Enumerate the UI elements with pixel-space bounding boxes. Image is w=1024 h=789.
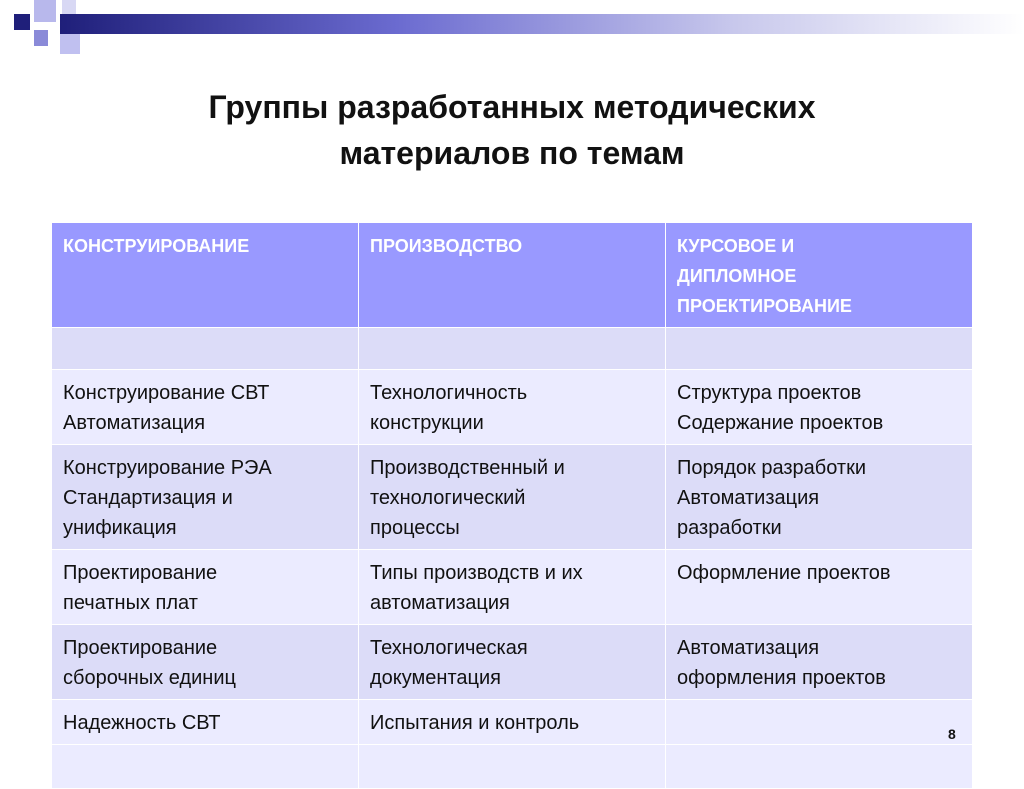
page-title bbox=[60, 84, 964, 176]
table-cell: Проектирование сборочных единиц bbox=[52, 625, 359, 700]
table-row-empty bbox=[52, 745, 973, 789]
table-cell: Испытания и контроль bbox=[359, 700, 666, 745]
deco-square-3 bbox=[62, 0, 76, 14]
table-cell: Технологическая документация bbox=[359, 625, 666, 700]
table-row-empty bbox=[52, 328, 973, 370]
table-cell: Автоматизация оформления проектов bbox=[666, 625, 973, 700]
deco-square-1 bbox=[14, 14, 30, 30]
table-row bbox=[52, 550, 973, 625]
header-cell-design: КОНСТРУИРОВАНИЕ bbox=[52, 223, 359, 328]
header-cell-production: ПРОИЗВОДСТВО bbox=[359, 223, 666, 328]
deco-square-2 bbox=[34, 0, 56, 22]
table-header-row bbox=[52, 223, 973, 328]
page-number: 8 bbox=[948, 726, 956, 742]
header-gradient-band bbox=[60, 14, 1024, 34]
table-cell: Конструирование СВТ Автоматизация bbox=[52, 370, 359, 445]
table-cell bbox=[359, 328, 666, 370]
table-cell bbox=[666, 328, 973, 370]
table-cell: Производственный и технологический процессы bbox=[359, 445, 666, 550]
title-line-1: Группы разработанных методических bbox=[208, 89, 816, 125]
title-line-2: материалов по темам bbox=[339, 135, 685, 171]
table-cell bbox=[52, 328, 359, 370]
table-cell bbox=[666, 700, 973, 745]
table-cell: Типы производств и их автоматизация bbox=[359, 550, 666, 625]
table-row bbox=[52, 445, 973, 550]
table-cell bbox=[359, 745, 666, 789]
table-cell: Порядок разработки Автоматизация разработки bbox=[666, 445, 973, 550]
table-cell: Конструирование РЭА Стандартизация и унификация bbox=[52, 445, 359, 550]
deco-square-4 bbox=[34, 30, 48, 46]
table-cell: Проектирование печатных плат bbox=[52, 550, 359, 625]
table-cell: Оформление проектов bbox=[666, 550, 973, 625]
table-row bbox=[52, 700, 973, 745]
header-cell-course-diploma: КУРСОВОЕ И ДИПЛОМНОЕ ПРОЕКТИРОВАНИЕ bbox=[666, 223, 973, 328]
table-cell: Надежность СВТ bbox=[52, 700, 359, 745]
table-cell: Структура проектов Содержание проектов bbox=[666, 370, 973, 445]
materials-table bbox=[51, 222, 973, 789]
table-cell bbox=[52, 745, 359, 789]
deco-square-5 bbox=[60, 34, 80, 54]
table-row bbox=[52, 370, 973, 445]
table-row bbox=[52, 625, 973, 700]
table-cell: Технологичность конструкции bbox=[359, 370, 666, 445]
table-cell bbox=[666, 745, 973, 789]
